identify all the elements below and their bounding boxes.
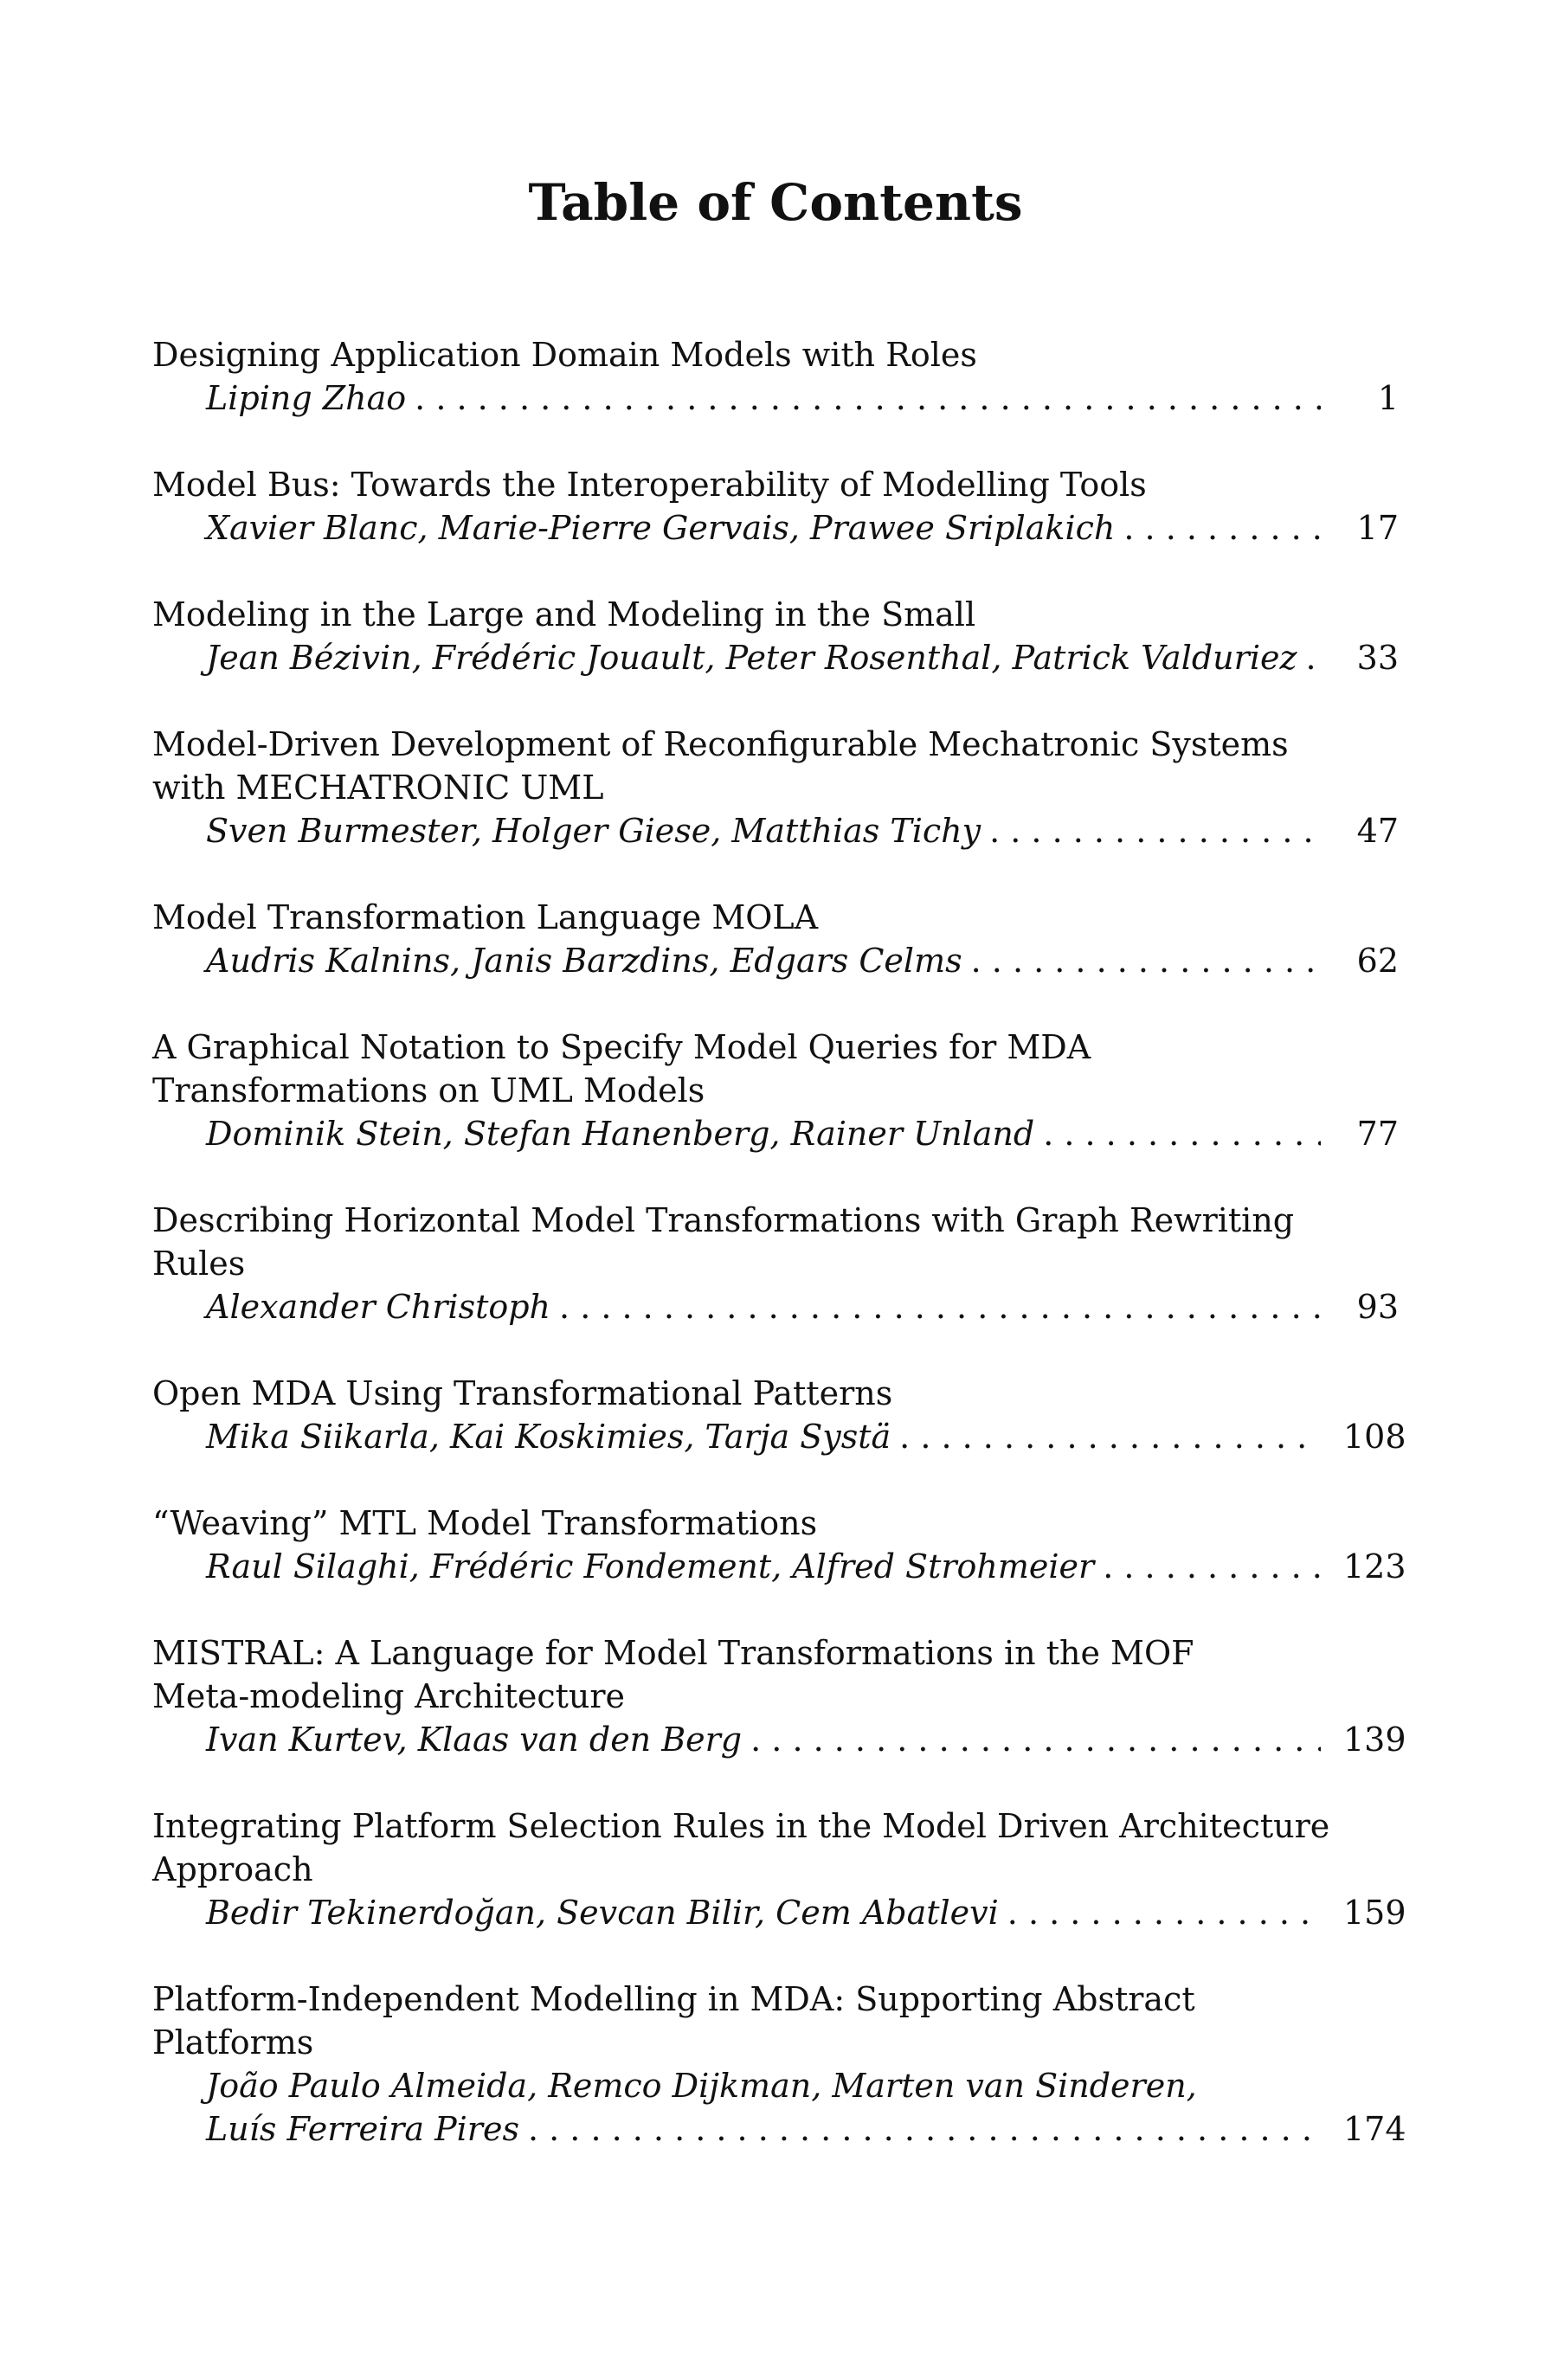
entry-author-row — [152, 2107, 1406, 2151]
entry-author-row — [152, 1285, 1399, 1328]
toc-entry[interactable] — [152, 896, 1399, 982]
author-leader-wrap — [152, 1545, 1343, 1588]
toc-entry[interactable] — [152, 1502, 1406, 1588]
entry-title: A Graphical Notation to Specify Model Queries for MDA — [152, 1028, 1091, 1066]
dot-leader — [1043, 1112, 1321, 1155]
entry-authors: Xavier Blanc, Marie-Pierre Gervais, Prawee Sriplakich — [206, 509, 1116, 547]
page-number: 139 — [1343, 1721, 1406, 1759]
entry-title: Integrating Platform Selection Rules in the Model Driven Architecture — [152, 1807, 1330, 1845]
entry-title: Model Transformation Language MOLA — [152, 898, 819, 936]
dot-leader — [989, 809, 1321, 852]
author-leader-wrap — [152, 1891, 1343, 1934]
toc-entry[interactable] — [152, 1372, 1406, 1458]
entry-title: Modeling in the Large and Modeling in the Small — [152, 595, 976, 634]
entry-author-row — [152, 1545, 1406, 1588]
toc-entry[interactable] — [152, 1631, 1406, 1761]
page-title: Table of Contents — [528, 173, 1023, 232]
author-leader-wrap — [152, 506, 1343, 550]
entry-authors: Raul Silaghi, Frédéric Fondement, Alfred Strohmeier — [206, 1547, 1095, 1586]
dot-leader — [1305, 636, 1321, 679]
author-leader-wrap — [152, 1112, 1343, 1155]
entry-authors: Ivan Kurtev, Klaas van den Berg — [206, 1721, 743, 1759]
entry-title: Model-Driven Development of Reconfigurable Mechatronic Systems — [152, 725, 1289, 763]
entry-title: Rules — [152, 1245, 246, 1283]
toc-entry[interactable] — [152, 723, 1399, 852]
author-leader-wrap — [152, 1718, 1343, 1761]
entry-title: Describing Horizontal Model Transformations with Graph Rewriting — [152, 1201, 1295, 1239]
dot-leader — [1103, 1545, 1321, 1588]
entry-authors: Bedir Tekinerdoğan, Sevcan Bilir, Cem Abatlevi — [206, 1894, 999, 1932]
entry-title: Open MDA Using Transformational Patterns — [152, 1374, 893, 1412]
dot-leader — [1123, 506, 1321, 550]
entry-authors: Luís Ferreira Pires — [206, 2110, 519, 2148]
entry-authors: João Paulo Almeida, Remco Dijkman, Marten van Sinderen, — [206, 2067, 1197, 2105]
entry-authors: Liping Zhao — [206, 379, 407, 417]
toc-entry[interactable] — [152, 1804, 1406, 1934]
page-number: 17 — [1356, 509, 1399, 547]
entry-authors: Mika Siikarla, Kai Koskimies, Tarja Systä — [206, 1418, 891, 1456]
entry-author-row — [152, 1718, 1406, 1761]
author-leader-wrap — [152, 809, 1343, 852]
entry-title: Transformations on UML Models — [152, 1071, 705, 1110]
entry-title: Designing Application Domain Models with Roles — [152, 336, 977, 374]
entry-title: Platform-Independent Modelling in MDA: Supporting Abstract — [152, 1980, 1195, 2018]
author-leader-wrap — [152, 1415, 1343, 1458]
entry-title: Model Bus: Towards the Interoperability of Modelling Tools — [152, 466, 1147, 504]
toc-entry[interactable] — [152, 1026, 1399, 1155]
toc-entry[interactable] — [152, 1199, 1399, 1328]
page-number: 1 — [1377, 379, 1399, 417]
page-number: 77 — [1356, 1115, 1399, 1153]
page-number: 93 — [1356, 1288, 1399, 1326]
dot-leader — [899, 1415, 1321, 1458]
entry-title: with MECHATRONIC UML — [152, 769, 604, 807]
entry-authors: Sven Burmester, Holger Giese, Matthias Tichy — [206, 812, 981, 850]
entry-title: MISTRAL: A Language for Model Transformations in the MOF — [152, 1634, 1194, 1672]
page-number: 123 — [1343, 1547, 1406, 1586]
page-number: 47 — [1356, 812, 1399, 850]
entry-title: “Weaving” MTL Model Transformations — [152, 1504, 818, 1542]
entry-author-row — [152, 1891, 1406, 1934]
author-leader-wrap — [152, 376, 1343, 420]
entry-author-row — [152, 636, 1399, 679]
page-number: 174 — [1343, 2110, 1406, 2148]
author-leader-wrap — [152, 2107, 1343, 2151]
dot-leader — [559, 1285, 1321, 1328]
dot-leader — [1007, 1891, 1321, 1934]
entry-title: Approach — [152, 1850, 313, 1888]
toc-entry[interactable] — [152, 333, 1399, 420]
toc-entry[interactable] — [152, 593, 1399, 679]
dot-leader — [750, 1718, 1321, 1761]
entry-authors: Jean Bézivin, Frédéric Jouault, Peter Rosenthal, Patrick Valduriez — [206, 639, 1297, 677]
entry-title: Platforms — [152, 2023, 314, 2062]
page-number: 33 — [1356, 639, 1399, 677]
dot-leader — [415, 376, 1321, 420]
entry-authors: Alexander Christoph — [206, 1288, 551, 1326]
dot-leader — [971, 939, 1321, 982]
toc-entry[interactable] — [152, 463, 1399, 550]
table-of-contents — [152, 333, 1406, 2194]
entry-author-row — [152, 376, 1399, 420]
dot-leader — [528, 2107, 1321, 2151]
entry-author-row — [152, 506, 1399, 550]
page-number: 108 — [1343, 1418, 1406, 1456]
page-number: 159 — [1343, 1894, 1406, 1932]
toc-entry[interactable] — [152, 1978, 1406, 2151]
entry-author-row — [152, 809, 1399, 852]
entry-authors: Audris Kalnins, Janis Barzdins, Edgars Celms — [206, 942, 962, 980]
author-leader-wrap — [152, 939, 1343, 982]
entry-author-row — [152, 939, 1399, 982]
author-leader-wrap — [152, 636, 1343, 679]
entry-author-row — [152, 1112, 1399, 1155]
entry-author-row — [152, 1415, 1406, 1458]
page-number: 62 — [1356, 942, 1399, 980]
entry-title: Meta-modeling Architecture — [152, 1677, 626, 1715]
entry-authors: Dominik Stein, Stefan Hanenberg, Rainer Unland — [206, 1115, 1035, 1153]
author-leader-wrap — [152, 1285, 1343, 1328]
